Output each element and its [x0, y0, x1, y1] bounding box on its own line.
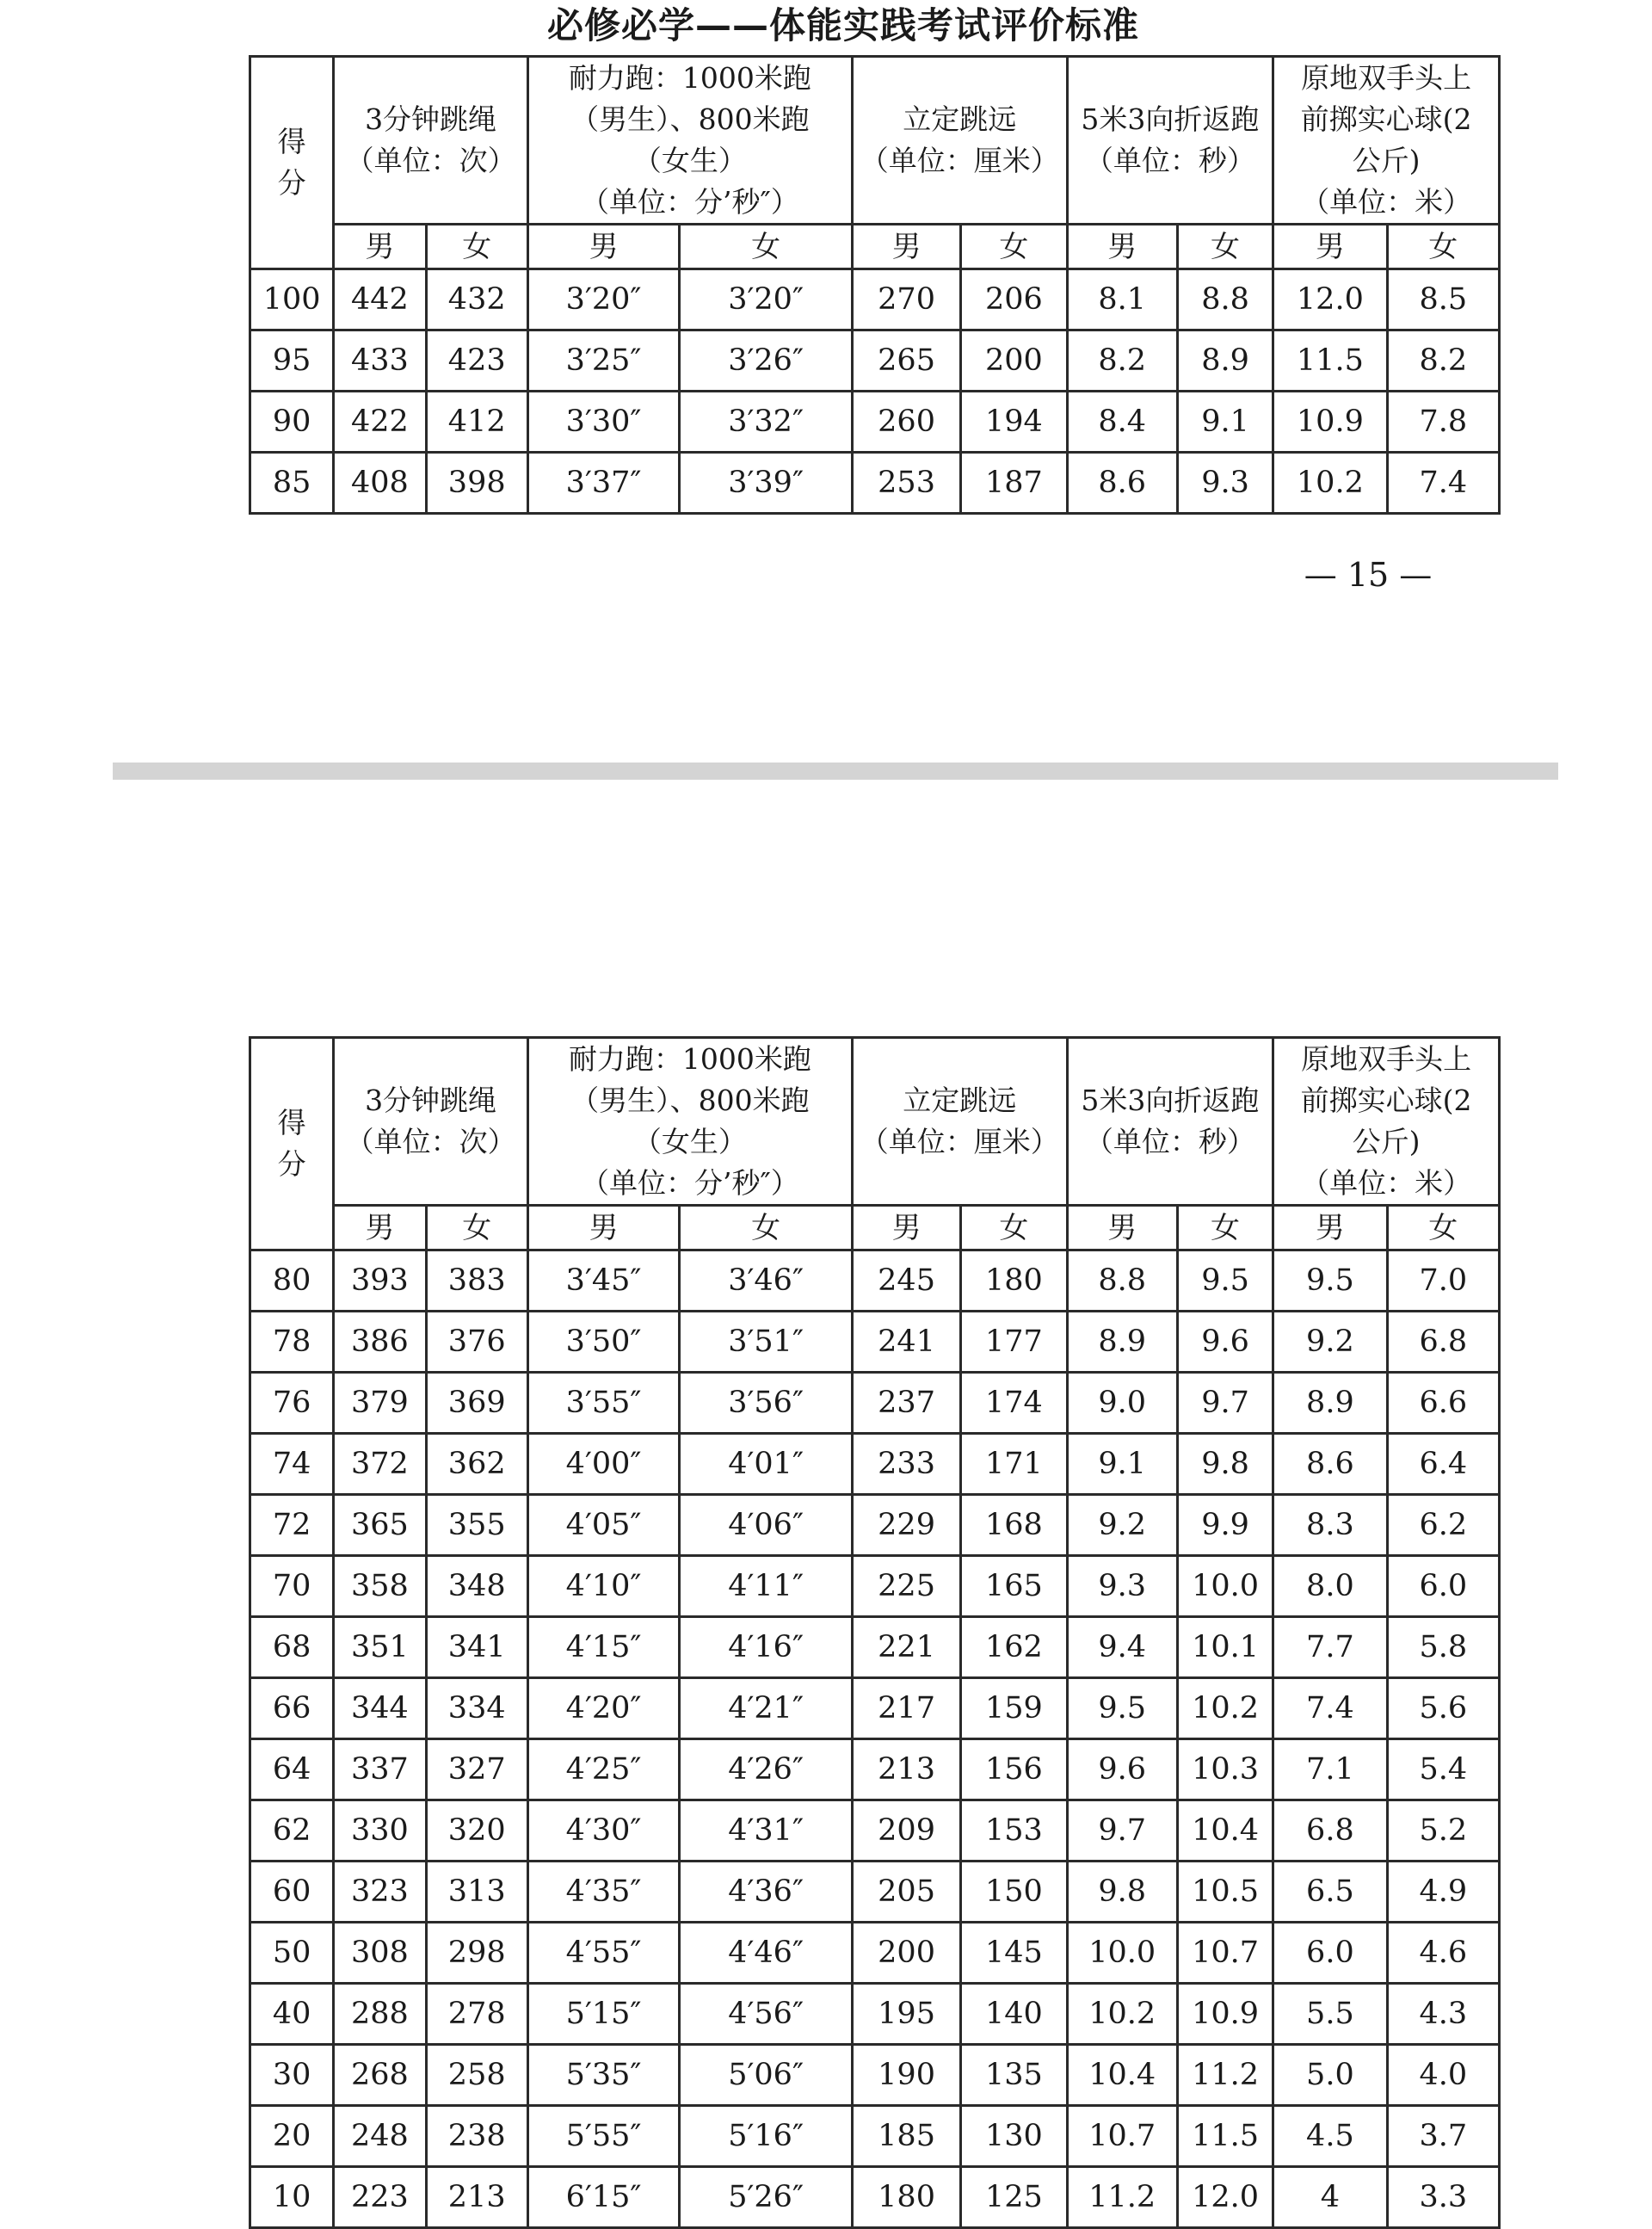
- table-cell: 341: [426, 1617, 527, 1678]
- table-cell: 10.4: [1067, 2045, 1177, 2106]
- table-cell: 194: [961, 392, 1067, 453]
- table-cell: 4.6: [1387, 1923, 1499, 1984]
- table-cell: 12.0: [1177, 2167, 1273, 2228]
- table-cell: 6.8: [1387, 1312, 1499, 1373]
- table-row: [250, 1678, 1500, 1739]
- table-cell: 225: [852, 1556, 960, 1617]
- male-header: 男: [527, 225, 679, 269]
- table-cell: 344: [334, 1678, 426, 1739]
- table-cell: 5.2: [1387, 1800, 1499, 1862]
- score-header: 得 分: [250, 57, 334, 269]
- table-cell: 130: [961, 2106, 1067, 2167]
- table-cell: 7.4: [1387, 453, 1499, 514]
- table-cell: 10.1: [1177, 1617, 1273, 1678]
- table-cell: 4: [1273, 2167, 1387, 2228]
- table-cell: 177: [961, 1312, 1067, 1373]
- table-cell: 8.1: [1067, 269, 1177, 330]
- table-cell: 10.9: [1177, 1984, 1273, 2045]
- table-cell: 369: [426, 1373, 527, 1434]
- female-header: 女: [961, 225, 1067, 269]
- table-cell: 9.0: [1067, 1373, 1177, 1434]
- table-cell: 3′37″: [527, 453, 679, 514]
- table-cell: 5.6: [1387, 1678, 1499, 1739]
- medicine-ball-throw-header: 原地双手头上 前掷实心球(2 公斤) （单位：米）: [1273, 1038, 1500, 1206]
- female-header: 女: [680, 1206, 853, 1250]
- table-cell: 233: [852, 1434, 960, 1495]
- table-row: [250, 1556, 1500, 1617]
- table-cell: 5′55″: [527, 2106, 679, 2167]
- table-cell: 330: [334, 1800, 426, 1862]
- table-cell: 7.1: [1273, 1739, 1387, 1800]
- score-cell: 95: [250, 330, 334, 392]
- table-cell: 217: [852, 1678, 960, 1739]
- table-cell: 270: [852, 269, 960, 330]
- table-cell: 5′15″: [527, 1984, 679, 2045]
- table-cell: 10.9: [1273, 392, 1387, 453]
- table-cell: 213: [852, 1739, 960, 1800]
- table-cell: 334: [426, 1678, 527, 1739]
- table-cell: 8.9: [1273, 1373, 1387, 1434]
- score-cell: 40: [250, 1984, 334, 2045]
- table-row: [250, 1617, 1500, 1678]
- table-cell: 4′00″: [527, 1434, 679, 1495]
- table-cell: 4′01″: [680, 1434, 853, 1495]
- table-cell: 358: [334, 1556, 426, 1617]
- table-cell: 3.7: [1387, 2106, 1499, 2167]
- table-cell: 9.1: [1177, 392, 1273, 453]
- table-cell: 125: [961, 2167, 1067, 2228]
- score-cell: 90: [250, 392, 334, 453]
- score-cell: 70: [250, 1556, 334, 1617]
- table-cell: 11.5: [1273, 330, 1387, 392]
- female-header: 女: [1177, 1206, 1273, 1250]
- table-cell: 5.5: [1273, 1984, 1387, 2045]
- table-cell: 3′32″: [680, 392, 853, 453]
- table-cell: 3′20″: [527, 269, 679, 330]
- page-divider: [113, 763, 1558, 780]
- table-cell: 355: [426, 1495, 527, 1556]
- table-cell: 10.2: [1067, 1984, 1177, 2045]
- score-cell: 60: [250, 1862, 334, 1923]
- table-cell: 9.5: [1067, 1678, 1177, 1739]
- table-cell: 298: [426, 1923, 527, 1984]
- rope-skipping-header: 3分钟跳绳 （单位：次）: [334, 57, 528, 225]
- score-cell: 62: [250, 1800, 334, 1862]
- table-cell: 10.4: [1177, 1800, 1273, 1862]
- table-cell: 8.6: [1273, 1434, 1387, 1495]
- table-cell: 9.5: [1273, 1250, 1387, 1312]
- table-row: [250, 392, 1500, 453]
- table-cell: 320: [426, 1800, 527, 1862]
- table-cell: 362: [426, 1434, 527, 1495]
- table-cell: 7.7: [1273, 1617, 1387, 1678]
- table-cell: 9.2: [1067, 1495, 1177, 1556]
- table-cell: 9.6: [1177, 1312, 1273, 1373]
- female-header: 女: [1387, 1206, 1499, 1250]
- table-cell: 8.5: [1387, 269, 1499, 330]
- table-cell: 3′50″: [527, 1312, 679, 1373]
- table-cell: 4.9: [1387, 1862, 1499, 1923]
- table-cell: 348: [426, 1556, 527, 1617]
- male-header: 男: [1273, 1206, 1387, 1250]
- page-number: — 15 —: [1304, 556, 1433, 594]
- table-cell: 386: [334, 1312, 426, 1373]
- score-cell: 50: [250, 1923, 334, 1984]
- table-cell: 8.9: [1177, 330, 1273, 392]
- table-cell: 206: [961, 269, 1067, 330]
- table-cell: 180: [961, 1250, 1067, 1312]
- table-cell: 11.5: [1177, 2106, 1273, 2167]
- table-cell: 383: [426, 1250, 527, 1312]
- table-cell: 4′56″: [680, 1984, 853, 2045]
- table-cell: 213: [426, 2167, 527, 2228]
- shuttle-run-header: 5米3向折返跑 （单位：秒）: [1067, 1038, 1273, 1206]
- table-cell: 351: [334, 1617, 426, 1678]
- table-cell: 3′55″: [527, 1373, 679, 1434]
- table-cell: 6.4: [1387, 1434, 1499, 1495]
- table-cell: 7.0: [1387, 1250, 1499, 1312]
- score-cell: 74: [250, 1434, 334, 1495]
- male-header: 男: [852, 1206, 960, 1250]
- table-cell: 8.8: [1177, 269, 1273, 330]
- table-cell: 200: [961, 330, 1067, 392]
- table-cell: 412: [426, 392, 527, 453]
- table-cell: 165: [961, 1556, 1067, 1617]
- standing-long-jump-header: 立定跳远 （单位：厘米）: [852, 1038, 1067, 1206]
- table-cell: 3′39″: [680, 453, 853, 514]
- score-cell: 85: [250, 453, 334, 514]
- male-header: 男: [334, 225, 426, 269]
- table-cell: 9.5: [1177, 1250, 1273, 1312]
- table-cell: 372: [334, 1434, 426, 1495]
- table-cell: 9.7: [1067, 1800, 1177, 1862]
- table-cell: 6.0: [1273, 1923, 1387, 1984]
- table-cell: 9.3: [1067, 1556, 1177, 1617]
- table-cell: 156: [961, 1739, 1067, 1800]
- table-cell: 9.8: [1067, 1862, 1177, 1923]
- table-cell: 4′31″: [680, 1800, 853, 1862]
- table-row: [250, 330, 1500, 392]
- table-cell: 9.7: [1177, 1373, 1273, 1434]
- table-cell: 4.3: [1387, 1984, 1499, 2045]
- score-cell: 80: [250, 1250, 334, 1312]
- score-cell: 30: [250, 2045, 334, 2106]
- table-cell: 4′16″: [680, 1617, 853, 1678]
- table-row: [250, 269, 1500, 330]
- table-cell: 237: [852, 1373, 960, 1434]
- table-row: [250, 1495, 1500, 1556]
- table-cell: 200: [852, 1923, 960, 1984]
- table-cell: 248: [334, 2106, 426, 2167]
- table-cell: 433: [334, 330, 426, 392]
- table-cell: 4′25″: [527, 1739, 679, 1800]
- table-row: [250, 1739, 1500, 1800]
- table-cell: 422: [334, 392, 426, 453]
- male-header: 男: [1067, 225, 1177, 269]
- table-cell: 10.7: [1067, 2106, 1177, 2167]
- table-cell: 6′15″: [527, 2167, 679, 2228]
- table-body: [250, 269, 1500, 514]
- table-cell: 9.3: [1177, 453, 1273, 514]
- table-cell: 4′26″: [680, 1739, 853, 1800]
- table-cell: 8.8: [1067, 1250, 1177, 1312]
- table-cell: 4′55″: [527, 1923, 679, 1984]
- table-cell: 4′35″: [527, 1862, 679, 1923]
- table-row: [250, 1312, 1500, 1373]
- table-cell: 11.2: [1067, 2167, 1177, 2228]
- score-cell: 78: [250, 1312, 334, 1373]
- table-cell: 5.8: [1387, 1617, 1499, 1678]
- female-header: 女: [426, 1206, 527, 1250]
- table-cell: 205: [852, 1862, 960, 1923]
- table-cell: 6.2: [1387, 1495, 1499, 1556]
- table-cell: 6.8: [1273, 1800, 1387, 1862]
- table-cell: 145: [961, 1923, 1067, 1984]
- table-cell: 3′45″: [527, 1250, 679, 1312]
- table-row: [250, 453, 1500, 514]
- table-cell: 10.0: [1177, 1556, 1273, 1617]
- table-cell: 313: [426, 1862, 527, 1923]
- table-cell: 229: [852, 1495, 960, 1556]
- table-cell: 153: [961, 1800, 1067, 1862]
- table-cell: 258: [426, 2045, 527, 2106]
- score-cell: 64: [250, 1739, 334, 1800]
- table-cell: 4′21″: [680, 1678, 853, 1739]
- table-cell: 12.0: [1273, 269, 1387, 330]
- table-cell: 6.6: [1387, 1373, 1499, 1434]
- table-cell: 4′30″: [527, 1800, 679, 1862]
- table-cell: 5′26″: [680, 2167, 853, 2228]
- male-header: 男: [334, 1206, 426, 1250]
- table-cell: 174: [961, 1373, 1067, 1434]
- table-cell: 4′05″: [527, 1495, 679, 1556]
- table-cell: 379: [334, 1373, 426, 1434]
- table-cell: 423: [426, 330, 527, 392]
- table-cell: 260: [852, 392, 960, 453]
- table-cell: 8.4: [1067, 392, 1177, 453]
- table-cell: 5′35″: [527, 2045, 679, 2106]
- table-cell: 393: [334, 1250, 426, 1312]
- table-cell: 162: [961, 1617, 1067, 1678]
- table-row: [250, 1923, 1500, 1984]
- male-header: 男: [1273, 225, 1387, 269]
- table-cell: 268: [334, 2045, 426, 2106]
- table-cell: 10.5: [1177, 1862, 1273, 1923]
- male-header: 男: [1067, 1206, 1177, 1250]
- table-body: [250, 1250, 1500, 2228]
- table-cell: 10.2: [1273, 453, 1387, 514]
- table-cell: 195: [852, 1984, 960, 2045]
- shuttle-run-header: 5米3向折返跑 （单位：秒）: [1067, 57, 1273, 225]
- score-cell: 20: [250, 2106, 334, 2167]
- table-cell: 4′06″: [680, 1495, 853, 1556]
- table-cell: 5′16″: [680, 2106, 853, 2167]
- table-cell: 6.5: [1273, 1862, 1387, 1923]
- table-cell: 432: [426, 269, 527, 330]
- table-cell: 4′36″: [680, 1862, 853, 1923]
- table-cell: 4′46″: [680, 1923, 853, 1984]
- table-cell: 308: [334, 1923, 426, 1984]
- table-cell: 442: [334, 269, 426, 330]
- table-cell: 278: [426, 1984, 527, 2045]
- table-cell: 398: [426, 453, 527, 514]
- table-cell: 4′11″: [680, 1556, 853, 1617]
- table-cell: 3′30″: [527, 392, 679, 453]
- female-header: 女: [961, 1206, 1067, 1250]
- table-cell: 187: [961, 453, 1067, 514]
- table-cell: 376: [426, 1312, 527, 1373]
- table-cell: 10.7: [1177, 1923, 1273, 1984]
- table-row: [250, 1862, 1500, 1923]
- table-cell: 10.3: [1177, 1739, 1273, 1800]
- table-cell: 8.2: [1387, 330, 1499, 392]
- table-cell: 223: [334, 2167, 426, 2228]
- endurance-run-header: 耐力跑：1000米跑 （男生）、800米跑 （女生） （单位：分’秒″）: [527, 57, 852, 225]
- table-cell: 323: [334, 1862, 426, 1923]
- score-cell: 10: [250, 2167, 334, 2228]
- table-cell: 3.3: [1387, 2167, 1499, 2228]
- female-header: 女: [426, 225, 527, 269]
- table-cell: 288: [334, 1984, 426, 2045]
- table-cell: 190: [852, 2045, 960, 2106]
- table-cell: 241: [852, 1312, 960, 1373]
- male-header: 男: [852, 225, 960, 269]
- table-cell: 9.4: [1067, 1617, 1177, 1678]
- score-cell: 66: [250, 1678, 334, 1739]
- table-cell: 209: [852, 1800, 960, 1862]
- medicine-ball-throw-header: 原地双手头上 前掷实心球(2 公斤) （单位：米）: [1273, 57, 1500, 225]
- page-title: 必修必学——体能实践考试评价标准: [546, 4, 1139, 46]
- table-cell: 3′26″: [680, 330, 853, 392]
- table-cell: 408: [334, 453, 426, 514]
- rope-skipping-header: 3分钟跳绳 （单位：次）: [334, 1038, 528, 1206]
- score-table-upper: [249, 55, 1501, 515]
- endurance-run-header: 耐力跑：1000米跑 （男生）、800米跑 （女生） （单位：分’秒″）: [527, 1038, 852, 1206]
- table-cell: 4.5: [1273, 2106, 1387, 2167]
- table-cell: 140: [961, 1984, 1067, 2045]
- table-cell: 6.0: [1387, 1556, 1499, 1617]
- table-cell: 185: [852, 2106, 960, 2167]
- table-cell: 9.8: [1177, 1434, 1273, 1495]
- table-cell: 159: [961, 1678, 1067, 1739]
- table-cell: 4′20″: [527, 1678, 679, 1739]
- table-cell: 365: [334, 1495, 426, 1556]
- table-cell: 171: [961, 1434, 1067, 1495]
- table-cell: 221: [852, 1617, 960, 1678]
- female-header: 女: [1177, 225, 1273, 269]
- table-cell: 5.0: [1273, 2045, 1387, 2106]
- table-cell: 150: [961, 1862, 1067, 1923]
- male-header: 男: [527, 1206, 679, 1250]
- table-row: [250, 1250, 1500, 1312]
- table-cell: 4.0: [1387, 2045, 1499, 2106]
- score-cell: 100: [250, 269, 334, 330]
- female-header: 女: [680, 225, 853, 269]
- table-cell: 135: [961, 2045, 1067, 2106]
- table-cell: 8.3: [1273, 1495, 1387, 1556]
- table-cell: 327: [426, 1739, 527, 1800]
- score-cell: 72: [250, 1495, 334, 1556]
- table-row: [250, 2045, 1500, 2106]
- table-cell: 9.1: [1067, 1434, 1177, 1495]
- standing-long-jump-header: 立定跳远 （单位：厘米）: [852, 57, 1067, 225]
- table-cell: 3′20″: [680, 269, 853, 330]
- table-cell: 11.2: [1177, 2045, 1273, 2106]
- score-header: 得 分: [250, 1038, 334, 1250]
- table-cell: 5′06″: [680, 2045, 853, 2106]
- table-cell: 245: [852, 1250, 960, 1312]
- table-cell: 265: [852, 330, 960, 392]
- table-cell: 253: [852, 453, 960, 514]
- table-cell: 180: [852, 2167, 960, 2228]
- score-table-lower: [249, 1036, 1501, 2229]
- score-cell: 76: [250, 1373, 334, 1434]
- table-row: [250, 1373, 1500, 1434]
- table-row: [250, 1434, 1500, 1495]
- table-cell: 4′10″: [527, 1556, 679, 1617]
- table-row: [250, 1800, 1500, 1862]
- table-cell: 10.0: [1067, 1923, 1177, 1984]
- table-cell: 9.2: [1273, 1312, 1387, 1373]
- table-cell: 337: [334, 1739, 426, 1800]
- table-cell: 3′46″: [680, 1250, 853, 1312]
- table-cell: 7.8: [1387, 392, 1499, 453]
- table-cell: 3′25″: [527, 330, 679, 392]
- table-cell: 4′15″: [527, 1617, 679, 1678]
- score-cell: 68: [250, 1617, 334, 1678]
- table-cell: 5.4: [1387, 1739, 1499, 1800]
- table-row: [250, 1984, 1500, 2045]
- table-cell: 8.2: [1067, 330, 1177, 392]
- table-cell: 9.6: [1067, 1739, 1177, 1800]
- table-cell: 8.9: [1067, 1312, 1177, 1373]
- table-cell: 10.2: [1177, 1678, 1273, 1739]
- table-row: [250, 2167, 1500, 2228]
- table-cell: 238: [426, 2106, 527, 2167]
- table-cell: 3′56″: [680, 1373, 853, 1434]
- table-row: [250, 2106, 1500, 2167]
- table-cell: 8.6: [1067, 453, 1177, 514]
- table-cell: 3′51″: [680, 1312, 853, 1373]
- female-header: 女: [1387, 225, 1499, 269]
- table-cell: 8.0: [1273, 1556, 1387, 1617]
- table-cell: 168: [961, 1495, 1067, 1556]
- table-cell: 9.9: [1177, 1495, 1273, 1556]
- table-cell: 7.4: [1273, 1678, 1387, 1739]
